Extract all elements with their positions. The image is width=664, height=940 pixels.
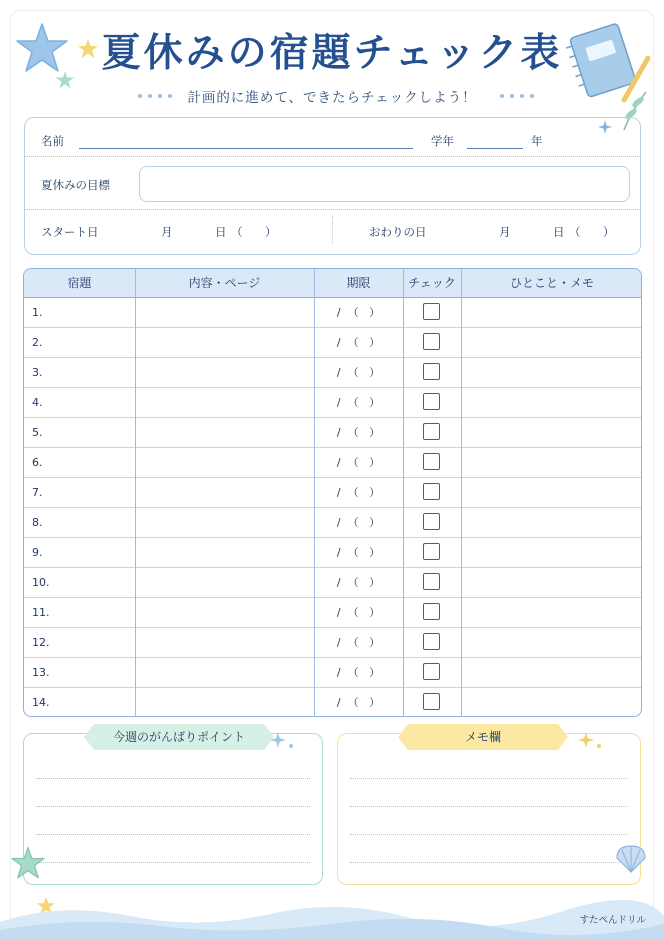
deadline-field[interactable]: / （ ） — [336, 456, 381, 469]
homework-table — [23, 268, 642, 717]
table-row — [24, 688, 641, 717]
end-day: 日 — [553, 225, 565, 239]
header-memo: ひとこと・メモ — [509, 276, 594, 290]
table-row — [24, 328, 641, 358]
column-divider — [403, 269, 404, 716]
name-field[interactable] — [79, 148, 413, 149]
deadline-field[interactable]: / （ ） — [336, 546, 381, 559]
header-content: 内容・ページ — [188, 276, 261, 290]
sparkle-icon — [270, 732, 296, 752]
weekly-points-title: 今週のがんばりポイント — [94, 724, 264, 750]
end-paren-open: （ — [569, 225, 581, 239]
start-day: 日 — [215, 225, 227, 239]
row-number: 12. — [32, 636, 50, 649]
table-row — [24, 358, 641, 388]
table-row — [24, 418, 641, 448]
page-title: 夏休みの宿題チェック表 — [101, 31, 563, 76]
info-divider-2 — [25, 209, 640, 210]
table-row — [24, 598, 641, 628]
deadline-field[interactable]: / （ ） — [336, 396, 381, 409]
column-divider — [135, 269, 136, 716]
deadline-field[interactable]: / （ ） — [336, 696, 381, 709]
row-number: 4. — [32, 396, 43, 409]
check-box[interactable] — [423, 393, 440, 410]
brand-name: すたぺんドリル — [579, 915, 646, 926]
end-paren-close: ） — [603, 225, 615, 239]
check-box[interactable] — [423, 573, 440, 590]
deadline-field[interactable]: / （ ） — [336, 426, 381, 439]
info-box — [24, 117, 641, 255]
write-line[interactable] — [350, 862, 628, 863]
header-check: チェック — [408, 276, 456, 290]
start-label: スタート日 — [41, 225, 99, 239]
deadline-field[interactable]: / （ ） — [336, 306, 381, 319]
row-number: 9. — [32, 546, 43, 559]
page-subtitle: 計画的に進めて、できたらチェックしよう！ — [187, 90, 477, 106]
table-row — [24, 568, 641, 598]
grade-field[interactable] — [467, 148, 523, 149]
row-number: 14. — [32, 696, 50, 709]
row-number: 6. — [32, 456, 43, 469]
table-row — [24, 388, 641, 418]
end-label: おわりの日 — [369, 225, 427, 239]
grade-label: 学年 — [431, 134, 454, 148]
table-row — [24, 448, 641, 478]
table-header — [24, 269, 641, 298]
deadline-field[interactable]: / （ ） — [336, 366, 381, 379]
check-box[interactable] — [423, 693, 440, 710]
memo-title: メモ欄 — [408, 724, 558, 750]
start-paren-close: ） — [265, 225, 277, 239]
goal-field[interactable] — [139, 166, 630, 202]
table-row — [24, 508, 641, 538]
write-line[interactable] — [36, 834, 310, 835]
row-number: 7. — [32, 486, 43, 499]
row-number: 10. — [32, 576, 50, 589]
grade-suffix: 年 — [531, 134, 543, 148]
column-divider — [461, 269, 462, 716]
write-line[interactable] — [350, 778, 628, 779]
table-body — [24, 298, 641, 717]
header-homework: 宿題 — [67, 276, 92, 290]
deadline-field[interactable]: / （ ） — [336, 576, 381, 589]
check-box[interactable] — [423, 333, 440, 350]
start-paren-open: （ — [231, 225, 243, 239]
row-number: 11. — [32, 606, 50, 619]
check-box[interactable] — [423, 543, 440, 560]
write-line[interactable] — [36, 806, 310, 807]
row-number: 3. — [32, 366, 43, 379]
header-deadline: 期限 — [346, 276, 371, 290]
write-line[interactable] — [350, 834, 628, 835]
memo-box — [337, 730, 641, 885]
check-box[interactable] — [423, 603, 440, 620]
check-box[interactable] — [423, 453, 440, 470]
date-divider — [332, 216, 333, 244]
sparkle-icon — [578, 732, 604, 752]
column-divider — [314, 269, 315, 716]
wave-decoration — [0, 892, 664, 940]
table-row — [24, 628, 641, 658]
check-box[interactable] — [423, 423, 440, 440]
goal-label: 夏休みの目標 — [41, 178, 110, 192]
starfish-icon — [10, 846, 46, 880]
deadline-field[interactable]: / （ ） — [336, 666, 381, 679]
end-month: 月 — [499, 225, 511, 239]
write-line[interactable] — [36, 862, 310, 863]
deadline-field[interactable]: / （ ） — [336, 516, 381, 529]
row-number: 1. — [32, 306, 43, 319]
row-number: 5. — [32, 426, 43, 439]
deadline-field[interactable]: / （ ） — [336, 606, 381, 619]
check-box[interactable] — [423, 633, 440, 650]
row-number: 2. — [32, 336, 43, 349]
start-month: 月 — [161, 225, 173, 239]
deadline-field[interactable]: / （ ） — [336, 636, 381, 649]
dots-right — [500, 94, 534, 98]
table-row — [24, 538, 641, 568]
row-number: 8. — [32, 516, 43, 529]
info-divider-1 — [25, 156, 640, 157]
name-label: 名前 — [41, 134, 64, 148]
write-line[interactable] — [36, 778, 310, 779]
check-box[interactable] — [423, 303, 440, 320]
check-box[interactable] — [423, 363, 440, 380]
check-box[interactable] — [423, 663, 440, 680]
deadline-field[interactable]: / （ ） — [336, 486, 381, 499]
table-row — [24, 298, 641, 328]
weekly-points-box — [23, 730, 323, 885]
check-box[interactable] — [423, 483, 440, 500]
deadline-field[interactable]: / （ ） — [336, 336, 381, 349]
check-box[interactable] — [423, 513, 440, 530]
seashell-icon — [614, 844, 648, 874]
table-row — [24, 658, 641, 688]
row-number: 13. — [32, 666, 50, 679]
table-row — [24, 478, 641, 508]
write-line[interactable] — [350, 806, 628, 807]
